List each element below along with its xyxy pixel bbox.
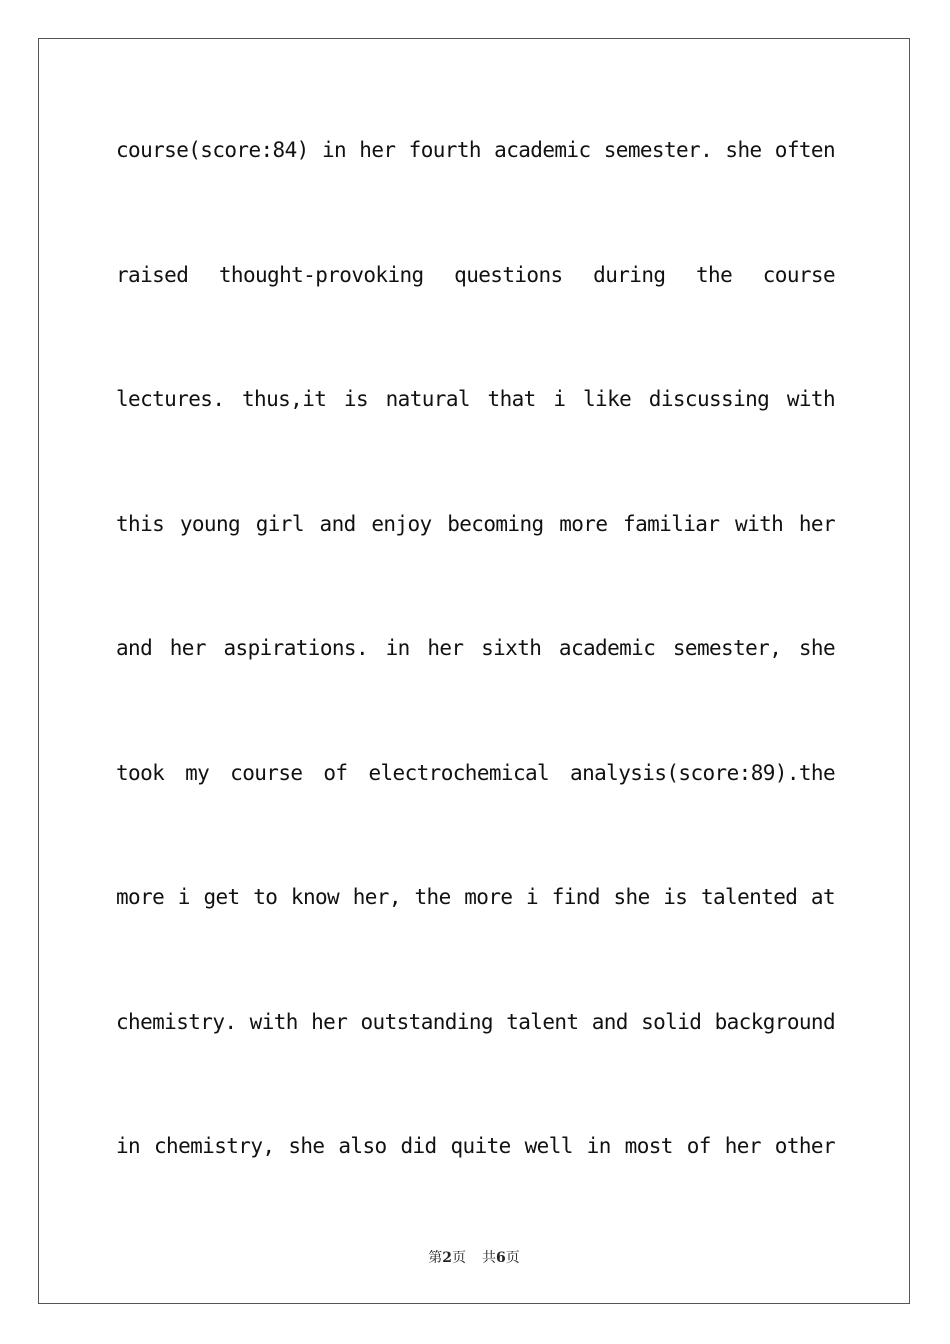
page-footer [38,1247,910,1267]
text-line-8: chemistry. with her outstanding talent and solid background [116,1009,835,1034]
text-line-9: in chemistry, she also did quite well in most of her other [116,1134,835,1158]
text-line-3: lectures. thus,it is natural that i like discussing with [116,387,835,411]
body-text [116,128,835,1249]
page-total: 共6页 [482,1250,520,1266]
page-number: 第2页 [428,1250,466,1266]
text-line-1: course(score:84) in her fourth academic semester. she often [116,138,835,162]
text-line-2: raised thought-provoking questions during the course [116,262,835,287]
text-line-7: more i get to know her, the more i find she is talented at [116,885,835,909]
text-line-5: and her aspirations. in her sixth academic semester, she [116,636,835,660]
text-line-4: this young girl and enjoy becoming more familiar with her [116,511,835,536]
text-line-6: took my course of electrochemical analysis(score:89).the [116,760,835,785]
